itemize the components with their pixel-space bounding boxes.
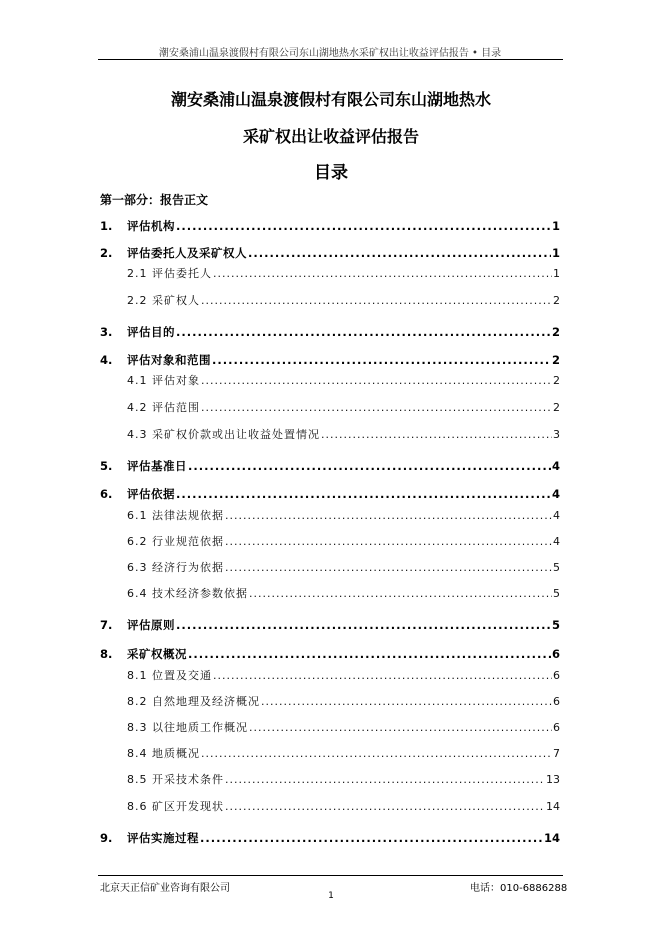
toc-entry-page: 4 <box>553 535 560 548</box>
toc-leader-dots <box>249 720 552 736</box>
toc-entry-label: 评估实施过程 <box>127 831 199 845</box>
toc-entry-label: 6.2 行业规范依据 <box>127 535 224 548</box>
toc-entry[interactable] <box>100 324 560 340</box>
toc-leader-dots <box>249 586 552 602</box>
toc-entry-page: 5 <box>553 587 560 600</box>
toc-entry-page: 1 <box>551 246 560 260</box>
toc-entry-label: 2.1 评估委托人 <box>127 267 212 280</box>
toc-entry[interactable] <box>100 830 560 846</box>
toc-entry-label: 8.1 位置及交通 <box>127 669 212 682</box>
toc-entry[interactable] <box>100 508 560 524</box>
toc-leader-dots <box>201 746 552 762</box>
toc-entry[interactable] <box>100 245 560 261</box>
toc-entry-label: 6.4 技术经济参数依据 <box>127 587 248 600</box>
toc-entry-label: 8.2 自然地理及经济概况 <box>127 695 260 708</box>
toc-leader-dots <box>225 508 552 524</box>
footer-phone: 电话：010-6886288 <box>470 883 568 894</box>
toc-entry-page: 14 <box>543 831 560 845</box>
toc-entry[interactable] <box>100 560 560 576</box>
toc-leader-dots <box>225 560 552 576</box>
toc-entry[interactable] <box>100 266 560 282</box>
toc-entry-label: 评估委托人及采矿权人 <box>127 246 247 260</box>
toc-entry-page: 4 <box>551 487 560 501</box>
toc-entry-page: 13 <box>546 773 560 786</box>
toc-entry[interactable] <box>100 617 560 633</box>
toc-entry-page: 3 <box>553 428 560 441</box>
toc-title: 目录 <box>314 163 348 183</box>
toc-leader-dots <box>213 266 552 282</box>
toc-leader-dots <box>201 400 552 416</box>
toc-entry-page: 2 <box>553 401 560 414</box>
toc-entry[interactable] <box>100 668 560 684</box>
toc-leader-dots <box>176 617 551 633</box>
toc-entry-label: 4.3 采矿权价款或出让收益处置情况 <box>127 428 320 441</box>
toc-entry-number: 5. <box>100 459 113 473</box>
toc-entry[interactable] <box>100 746 560 762</box>
toc-entry-label: 采矿权概况 <box>127 647 187 661</box>
toc-entry-page: 4 <box>551 459 560 473</box>
toc-entry-page: 2 <box>553 294 560 307</box>
toc-leader-dots <box>225 534 552 550</box>
toc-entry[interactable] <box>100 427 560 443</box>
running-header: 潮安桑浦山温泉渡假村有限公司东山湖地热水采矿权出让收益评估报告 • 目录 <box>158 48 502 59</box>
toc-entry-label: 评估对象和范围 <box>127 353 211 367</box>
toc-leader-dots <box>176 486 551 502</box>
toc-entry-page: 7 <box>553 747 560 760</box>
toc-entry[interactable] <box>100 534 560 550</box>
toc-entry-number: 3. <box>100 325 113 339</box>
toc-entry-label: 4.1 评估对象 <box>127 374 200 387</box>
toc-entry-page: 14 <box>546 800 560 813</box>
toc-leader-dots <box>176 218 551 234</box>
toc-entry[interactable] <box>100 799 560 815</box>
toc-entry-page: 6 <box>551 647 560 661</box>
header-divider <box>98 59 563 60</box>
toc-entry[interactable] <box>100 772 560 788</box>
toc-entry[interactable] <box>100 720 560 736</box>
toc-entry-number: 4. <box>100 353 113 367</box>
toc-entry[interactable] <box>100 293 560 309</box>
report-title-line2: 采矿权出让收益评估报告 <box>242 127 419 146</box>
page-number: 1 <box>328 891 334 901</box>
toc-leader-dots <box>201 293 552 309</box>
toc-entry-page: 4 <box>553 509 560 522</box>
toc-leader-dots <box>212 352 551 368</box>
toc-leader-dots <box>261 694 552 710</box>
toc-entry-label: 评估依据 <box>127 487 175 501</box>
toc-entry[interactable] <box>100 352 560 368</box>
toc-entry-page: 6 <box>553 669 560 682</box>
toc-leader-dots <box>225 772 545 788</box>
toc-entry-page: 6 <box>553 721 560 734</box>
report-title-line1: 潮安桑浦山温泉渡假村有限公司东山湖地热水 <box>170 90 491 109</box>
toc-leader-dots <box>213 668 552 684</box>
toc-leader-dots <box>225 799 545 815</box>
toc-entry-number: 2. <box>100 246 113 260</box>
toc-entry-number: 9. <box>100 831 113 845</box>
footer-company: 北京天正信矿业咨询有限公司 <box>100 883 230 894</box>
toc-entry-label: 2.2 采矿权人 <box>127 294 200 307</box>
toc-entry-number: 8. <box>100 647 113 661</box>
toc-entry[interactable] <box>100 218 560 234</box>
toc-entry-page: 1 <box>551 219 560 233</box>
toc-leader-dots <box>200 830 543 846</box>
toc-entry-label: 8.3 以往地质工作概况 <box>127 721 248 734</box>
toc-leader-dots <box>188 646 551 662</box>
toc-leader-dots <box>188 458 551 474</box>
toc-entry-page: 5 <box>553 561 560 574</box>
toc-entry[interactable] <box>100 646 560 662</box>
toc-leader-dots <box>201 373 552 389</box>
toc-leader-dots <box>248 245 551 261</box>
toc-leader-dots <box>176 324 551 340</box>
toc-entry-label: 评估原则 <box>127 618 175 632</box>
toc-entry-label: 8.6 矿区开发现状 <box>127 800 224 813</box>
toc-entry-label: 6.3 经济行为依据 <box>127 561 224 574</box>
toc-entry-label: 评估机构 <box>127 219 175 233</box>
toc-entry-page: 1 <box>553 267 560 280</box>
toc-entry[interactable] <box>100 586 560 602</box>
toc-entry[interactable] <box>100 694 560 710</box>
toc-entry-page: 2 <box>553 374 560 387</box>
toc-entry[interactable] <box>100 458 560 474</box>
toc-entry-label: 8.5 开采技术条件 <box>127 773 224 786</box>
toc-entry-page: 5 <box>551 618 560 632</box>
toc-entry-label: 8.4 地质概况 <box>127 747 200 760</box>
toc-entry-number: 1. <box>100 219 113 233</box>
toc-entry-page: 6 <box>553 695 560 708</box>
toc-entry-number: 7. <box>100 618 113 632</box>
toc-entry-number: 6. <box>100 487 113 501</box>
toc-entry-page: 2 <box>551 353 560 367</box>
toc-entry-label: 4.2 评估范围 <box>127 401 200 414</box>
toc-entry-page: 2 <box>551 325 560 339</box>
toc-entry-label: 6.1 法律法规依据 <box>127 509 224 522</box>
toc-entry[interactable] <box>100 373 560 389</box>
toc-entry-label: 评估目的 <box>127 325 175 339</box>
footer-divider <box>98 875 563 876</box>
toc-entry[interactable] <box>100 400 560 416</box>
part-heading: 第一部分：报告正文 <box>100 193 209 207</box>
toc-entry[interactable] <box>100 486 560 502</box>
toc-entry-label: 评估基准日 <box>127 459 187 473</box>
toc-leader-dots <box>321 427 552 443</box>
